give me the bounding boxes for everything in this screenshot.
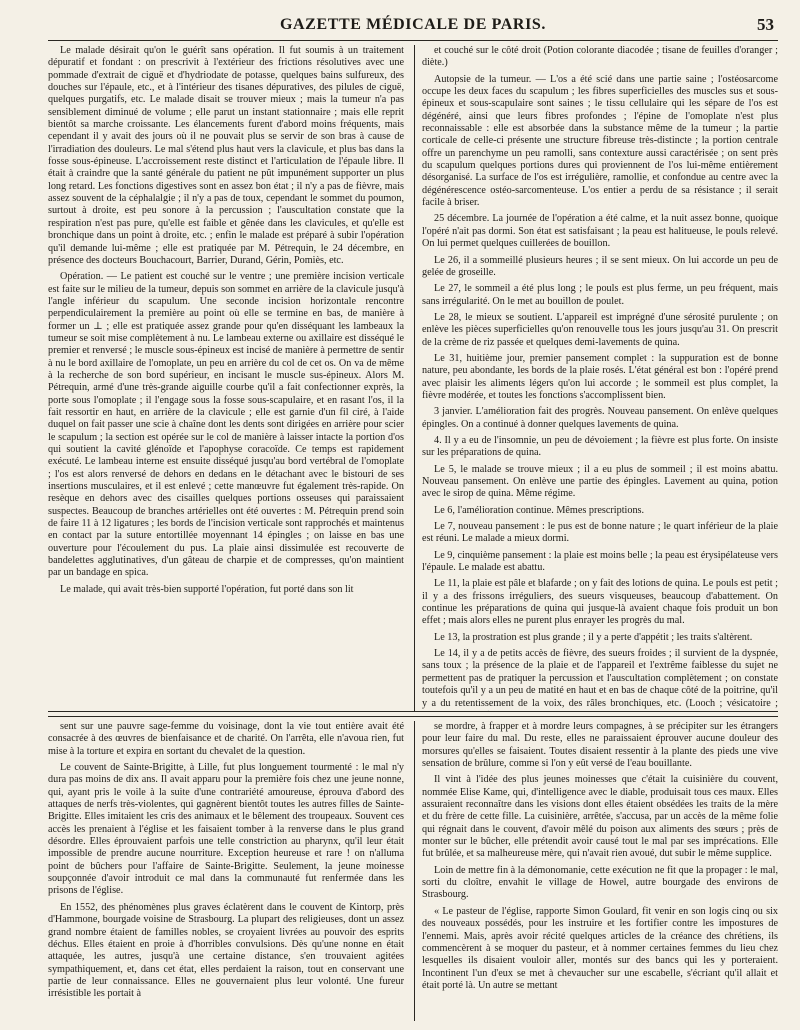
paragraph: 4. Il y a eu de l'insomnie, un peu de dévoiement ; la fièvre est plus forte. On insiste sur les préparations de quina. <box>422 434 778 459</box>
paragraph: et couché sur le côté droit (Potion colorante diacodée ; tisane de feuilles d'oranger ; diète.) <box>422 45 778 69</box>
paragraph: se mordre, à frapper et à mordre leurs compagnes, à se précipiter sur les étrangers pour leur faire du mal. Du reste, elles ne paraissaient éprouver aucune douleur des morsures qu'elles se faisaient. Toutes disaient ressentir à la plante des pieds une vive sensation de brûlure, comme si l'on y eût versé de l'eau bouillante. <box>422 721 778 770</box>
paragraph: Le 27, le sommeil a été plus long ; le pouls est plus ferme, un peu fréquent, mais sans irrégularité. On le met au bouillon de poulet. <box>422 283 778 307</box>
bottom-right-column <box>422 721 778 1021</box>
paragraph: Le couvent de Sainte-Brigitte, à Lille, fut plus longuement tourmenté : le mal n'y dura pas moins de dix ans. Il avait apparu pour la première fois chez une jeune nonne, qui, ayant pris le voile à la suite d'une contrariété amoureuse, éprouva d'abord des attaques de nerfs très-violentes, qui gagnèrent bientôt toutes les autres filles de Sainte-Brigitte. Elles imitaient les cris des animaux et le bêlement des troupeaux. Souvent ces accès les prenaient à l'église et les faisaient tomber à la renverse dans le plus grand désordre. Elles éprouvaient parfois une telle constriction au pharynx, qu'il leur était impossible de prendre aucune nourriture. Exception heureuse et rare ! on n'alluma point de bûchers pour l'affaire de Sainte-Brigitte. Seulement, la jeune moinesse soupçonnée d'avoir introduit ce mal dans la communauté fut renfermée dans les prisons de l'église. <box>48 762 404 897</box>
paragraph: Le 11, la plaie est pâle et blafarde ; on y fait des lotions de quina. Le pouls est petit ; il y a des frissons irréguliers, des sueurs visqueuses, beaucoup d'abattement. On continue les préparations de quina qui jusque-là avaient chaque fois produit un bon effet ; mais alors elles ne purent plus enrayer les progrès du mal. <box>422 578 778 627</box>
paragraph: Le 31, huitième jour, premier pansement complet : la suppuration est de bonne nature, peu abondante, les bords de la plaie rosés. L'état général est bon : l'opéré prend avec plaisir les aliments légers qu'on lui accorde ; le sommeil est plus complet, la fièvre modérée, et toutes les fonctions s'accomplissent bien. <box>422 352 778 401</box>
top-article <box>48 45 778 712</box>
paragraph: Le malade désirait qu'on le guérît sans opération. Il fut soumis à un traitement dépuratif et fondant : on prescrivit à l'extérieur des frictions résolutives avec une pommade d'extrait de ciguë et d'hydriodate de potasse, quelques bains sulfureux, des douches sur l'épaule, etc., et à l'intérieur des tisanes dépuratives, des pilules de ciguë, quelques purgatifs, etc. Le malade disait se trouver mieux ; mais la tumeur n'a pas sensiblement diminué de volume ; elle parut un instant stationnaire ; mais elle reprit bientôt sa marche croissante. Les élancements furent d'abord moins fréquents, mais cependant il y avait des jours où il ne pouvait plus se servir de son bras à cause de l'irradiation des douleurs. Le mal s'étend plus haut vers la clavicule, et plus bas dans la fosse sous-épineuse. L'accroissement reste distinct et l'articulation de l'épaule libre. Il était à craindre que la santé générale du patient ne pût impunément supporter un plus long retard. Les fonctions digestives sont en assez bon état ; il n'y a pas de fièvre, mais assez souvent de la céphalalgie ; il n'y a pas de toux, cependant le sommet du poumon, surtout à droite, est peu sonore à la percussion ; l'auscultation constate que la respiration n'est pas pure, qu'elle est faible et gênée dans les clavicules, et qu'elle est bronchique dans un point à droite, etc. ; enfin le malade est préparé à subir l'opération qu'il demande lui-même ; elle est pratiquée par M. Pétrequin, le 24 décembre, en présence des docteurs Bouchacourt, Barrier, Durand, Gérin, Pomiès, etc. <box>48 45 404 266</box>
paragraph: En 1552, des phénomènes plus graves éclatèrent dans le couvent de Kintorp, près d'Hammone, bourgade voisine de Strasbourg. La plupart des religieuses, dont un assez grand nombre étaient de familles nobles, se croyaient livrées au pouvoir des esprits déchus. Elles étaient en proie à d'horribles convulsions. Dès qu'une nonne en était attaquée, les autres, jusqu'à une certaine distance, s'en trouvaient agitées sympathiquement, et, dans cet état, elles perdaient la raison, tout en conservant une partie de leur connaissance. Elles ne gouvernaient plus leur volonté. Une fureur irrésistible les portait à <box>48 901 404 1000</box>
paragraph: Le 28, le mieux se soutient. L'appareil est imprégné d'une sérosité purulente ; on enlève les pièces superficielles qu'on renouvelle tous les jours jusqu'au 31. On prescrit de la crème de riz passée et quelques demi-lavements de quina. <box>422 311 778 348</box>
paragraph: Le 14, il y a de petits accès de fièvre, des sueurs froides ; il survient de la dyspnée, sans toux ; la présence de la plaie et de l'appareil et l'extrême faiblesse du sujet ne permettent pas de pratiquer la percussion et l'auscultation complètement ; on constate toutefois qu'il y a un peu de matité en haut et en bas de chaque côté de la poitrine, qu'il y a du retentissement de la voix, des râles bronchiques, etc. (Looch ; vésicatoire ; <box>422 648 778 709</box>
journal-title: GAZETTE MÉDICALE DE PARIS. <box>279 16 546 33</box>
feuilleton-section <box>48 721 778 1021</box>
paragraph: Le 26, il a sommeillé plusieurs heures ; il se sent mieux. On lui accorde un peu de gelée de groseille. <box>422 254 778 278</box>
paragraph: Le 5, le malade se trouve mieux ; il a eu plus de sommeil ; il est moins abattu. Nouveau pansement. On enlève une partie des épingles. Lavement au quina, potion avec le sirop de quina. Même régime. <box>422 463 778 500</box>
paragraph: sent sur une pauvre sage-femme du voisinage, dont la vie tout entière avait été consacrée à des œuvres de bienfaisance et de charité. On l'arrêta, elle n'avoua rien, fut mise à la torture et expira en sortant du chevalet de la question. <box>48 721 404 757</box>
top-right-column <box>422 45 778 711</box>
paragraph-autopsie: Autopsie de la tumeur. — L'os a été scié dans une partie saine ; l'ostéosarcome occupe les deux faces du scapulum ; les fibres superficielles des muscles sus et sous-épineux et sous-scapulaire sont saines ; le tissu cellulaire qui les sépare de l'os est dégénéré, ainsi que leurs fibres profondes ; l'épine de l'omoplate n'est plus reconnaissable : elle est absorbée dans la substance même de la tumeur ; la partie corticale de celle-ci présente une structure fibreuse très-distincte ; la portion centrale offre un parenchyme un peu ramolli, sans contexture aussi caractérisée ; on sent près du scapulum quelques portions dures qui proviennent de l'os lui-même entièrement désorganisé. La surface de l'os est irrégulière, ramollie, et confondue au centre avec la dégénérescence ostéo-sarcomenteuse. L'os entier a perdu de sa résistance ; il serait facile à briser. <box>422 73 778 209</box>
paragraph: Le 13, la prostration est plus grande ; il y a perte d'appétit ; les traits s'altèrent. <box>434 631 753 643</box>
paragraph: 3 janvier. L'amélioration fait des progrès. Nouveau pansement. On enlève quelques épingles. On a continué à donner quelques lavements de quina. <box>422 406 778 430</box>
paragraph: Le malade, qui avait très-bien supporté l'opération, fut porté dans son lit <box>60 583 354 595</box>
page-header <box>48 14 778 41</box>
bottom-left-column <box>48 721 404 1021</box>
paragraph-operation: Opération. — Le patient est couché sur le ventre ; une première incision verticale est faite sur le milieu de la tumeur, depuis son sommet en arrière de la clavicule jusqu'à l'angle inférieur du scapulum. Une seconde incision horizontale rencontre perpendiculairement la première au point où elle se termine en bas, de manière à former un ⊥ ; elle est pratiquée assez grande pour qu'en disséquant les lambeaux la tumeur se soit mise complètement à nu. Le lambeau externe ou axillaire est disséqué le premier et renversé ; le muscle sous-épineux est incisé de manière à permettre de sentir à nu le bord axillaire de l'omoplate, un peu en arrière du col de cet os. On va de même à la recherche de son bord supérieur, en incisant le muscle sus-épineux. Alors M. Pétrequin, armé d'une très-grande aiguille courbe qu'il a fait confectionner exprès, la porte sous l'omoplate ; il l'engage sous la fosse sous-scapulaire, et en rasant l'os, il la fait ressortir en haut, en arrière de la clavicule ; elle est garnie d'un fil ciré, à l'aide duquel on fait passer une scie à chaîne dont les dents sont dirigées en arrière pour scier le scapulum ; la section est opérée sur le col de manière à laisser intacte la portion d'os qui soutient la cavité glénoïde et l'apophyse coracoïde. Ce temps est rapidement exécuté. Le lambeau interne est ensuite disséqué jusqu'au bord vertébral de l'omoplate ; l'os est alors renversé de dehors en dedans en le détachant avec le bistouri de ses insertions musculaires, et il est enlevé ; cette manœuvre fut également très-rapide. On resèque en dehors avec des cisailles quelques portions osseuses qui paraissaient suspectes. Beaucoup de branches artérielles ont été ouvertes : M. Pétrequin prend soin de faire 11 à 12 ligatures ; les bords de l'incision verticale sont rapprochés et maintenus en contact par la suture entortillée moyennant 14 épingles ; on laisse en bas une ouverture pour l'écoulement du pus. La plaie ainsi dissimulée est recouverte de bandelettes agglutinatives, d'un gâteau de charpie et de compresses, qu'on maintient par un bandage en spica. <box>48 271 404 579</box>
paragraph: Le 6, l'amélioration continue. Mêmes prescriptions. <box>434 504 645 516</box>
paragraph: 25 décembre. La journée de l'opération a été calme, et la nuit assez bonne, quoique l'opéré n'ait pas dormi. Son état est satisfaisant ; la peau est halitueuse, le pouls relevé. On lui permet quelques cuillerées de bouillon. <box>422 213 778 250</box>
paragraph: « Le pasteur de l'église, rapporte Simon Goulard, fit venir en son logis cinq ou six des nouveaux possédés, pour les instruire et les fortifier contre les impostures de l'ennemi. Mais, après avoir récité quelques articles de la créance des chrétiens, ils commencèrent à se moquer du pasteur, et à nommer certaines femmes du lieu chez lesquelles ils disaient vouloir aller, montés sur des bancs qui les y porteraient. Incontinent l'un d'eux se met à chevaucher sur une escabelle, s'écriant qu'il allait et était porté là. Un autre se mettant <box>422 905 778 991</box>
paragraph: Loin de mettre fin à la démonomanie, cette exécution ne fit que la propager : le mal, sorti du cloître, envahit le village de Howel, autre bourgade des environs de Strasbourg. <box>422 864 778 901</box>
paragraph: Le 9, cinquième pansement : la plaie est moins belle ; la peau est érysipélateuse vers l'épaule. Le malade est abattu. <box>422 549 778 574</box>
section-divider <box>48 712 778 717</box>
paragraph: Le 7, nouveau pansement : le pus est de bonne nature ; le quart inférieur de la plaie est réuni. Le malade a mieux dormi. <box>422 521 778 545</box>
page-number: 53 <box>757 15 774 34</box>
top-left-column <box>48 45 404 711</box>
paragraph: Il vint à l'idée des plus jeunes moinesses que c'était la cuisinière du couvent, nommée Elise Kame, qui, d'intelligence avec le diable, produisait tous ces maux. Elles assuraient reconnaître dans les visions dont elles étaient obsédées les traits de la mère et du frère de cette fille. La cuisinière, arrêtée, s'accusa, par un accès de la même folie qui régnait dans le couvent, d'avoir mêlé du poison aux aliments des sœurs ; près de monter sur le bûcher, elle prétendit avoir causé tout le mal par ses imprécations. Elle fut brûlée, et sa malheureuse mère, qui n'avait rien avoué, dut subir le même supplice. <box>422 774 778 860</box>
